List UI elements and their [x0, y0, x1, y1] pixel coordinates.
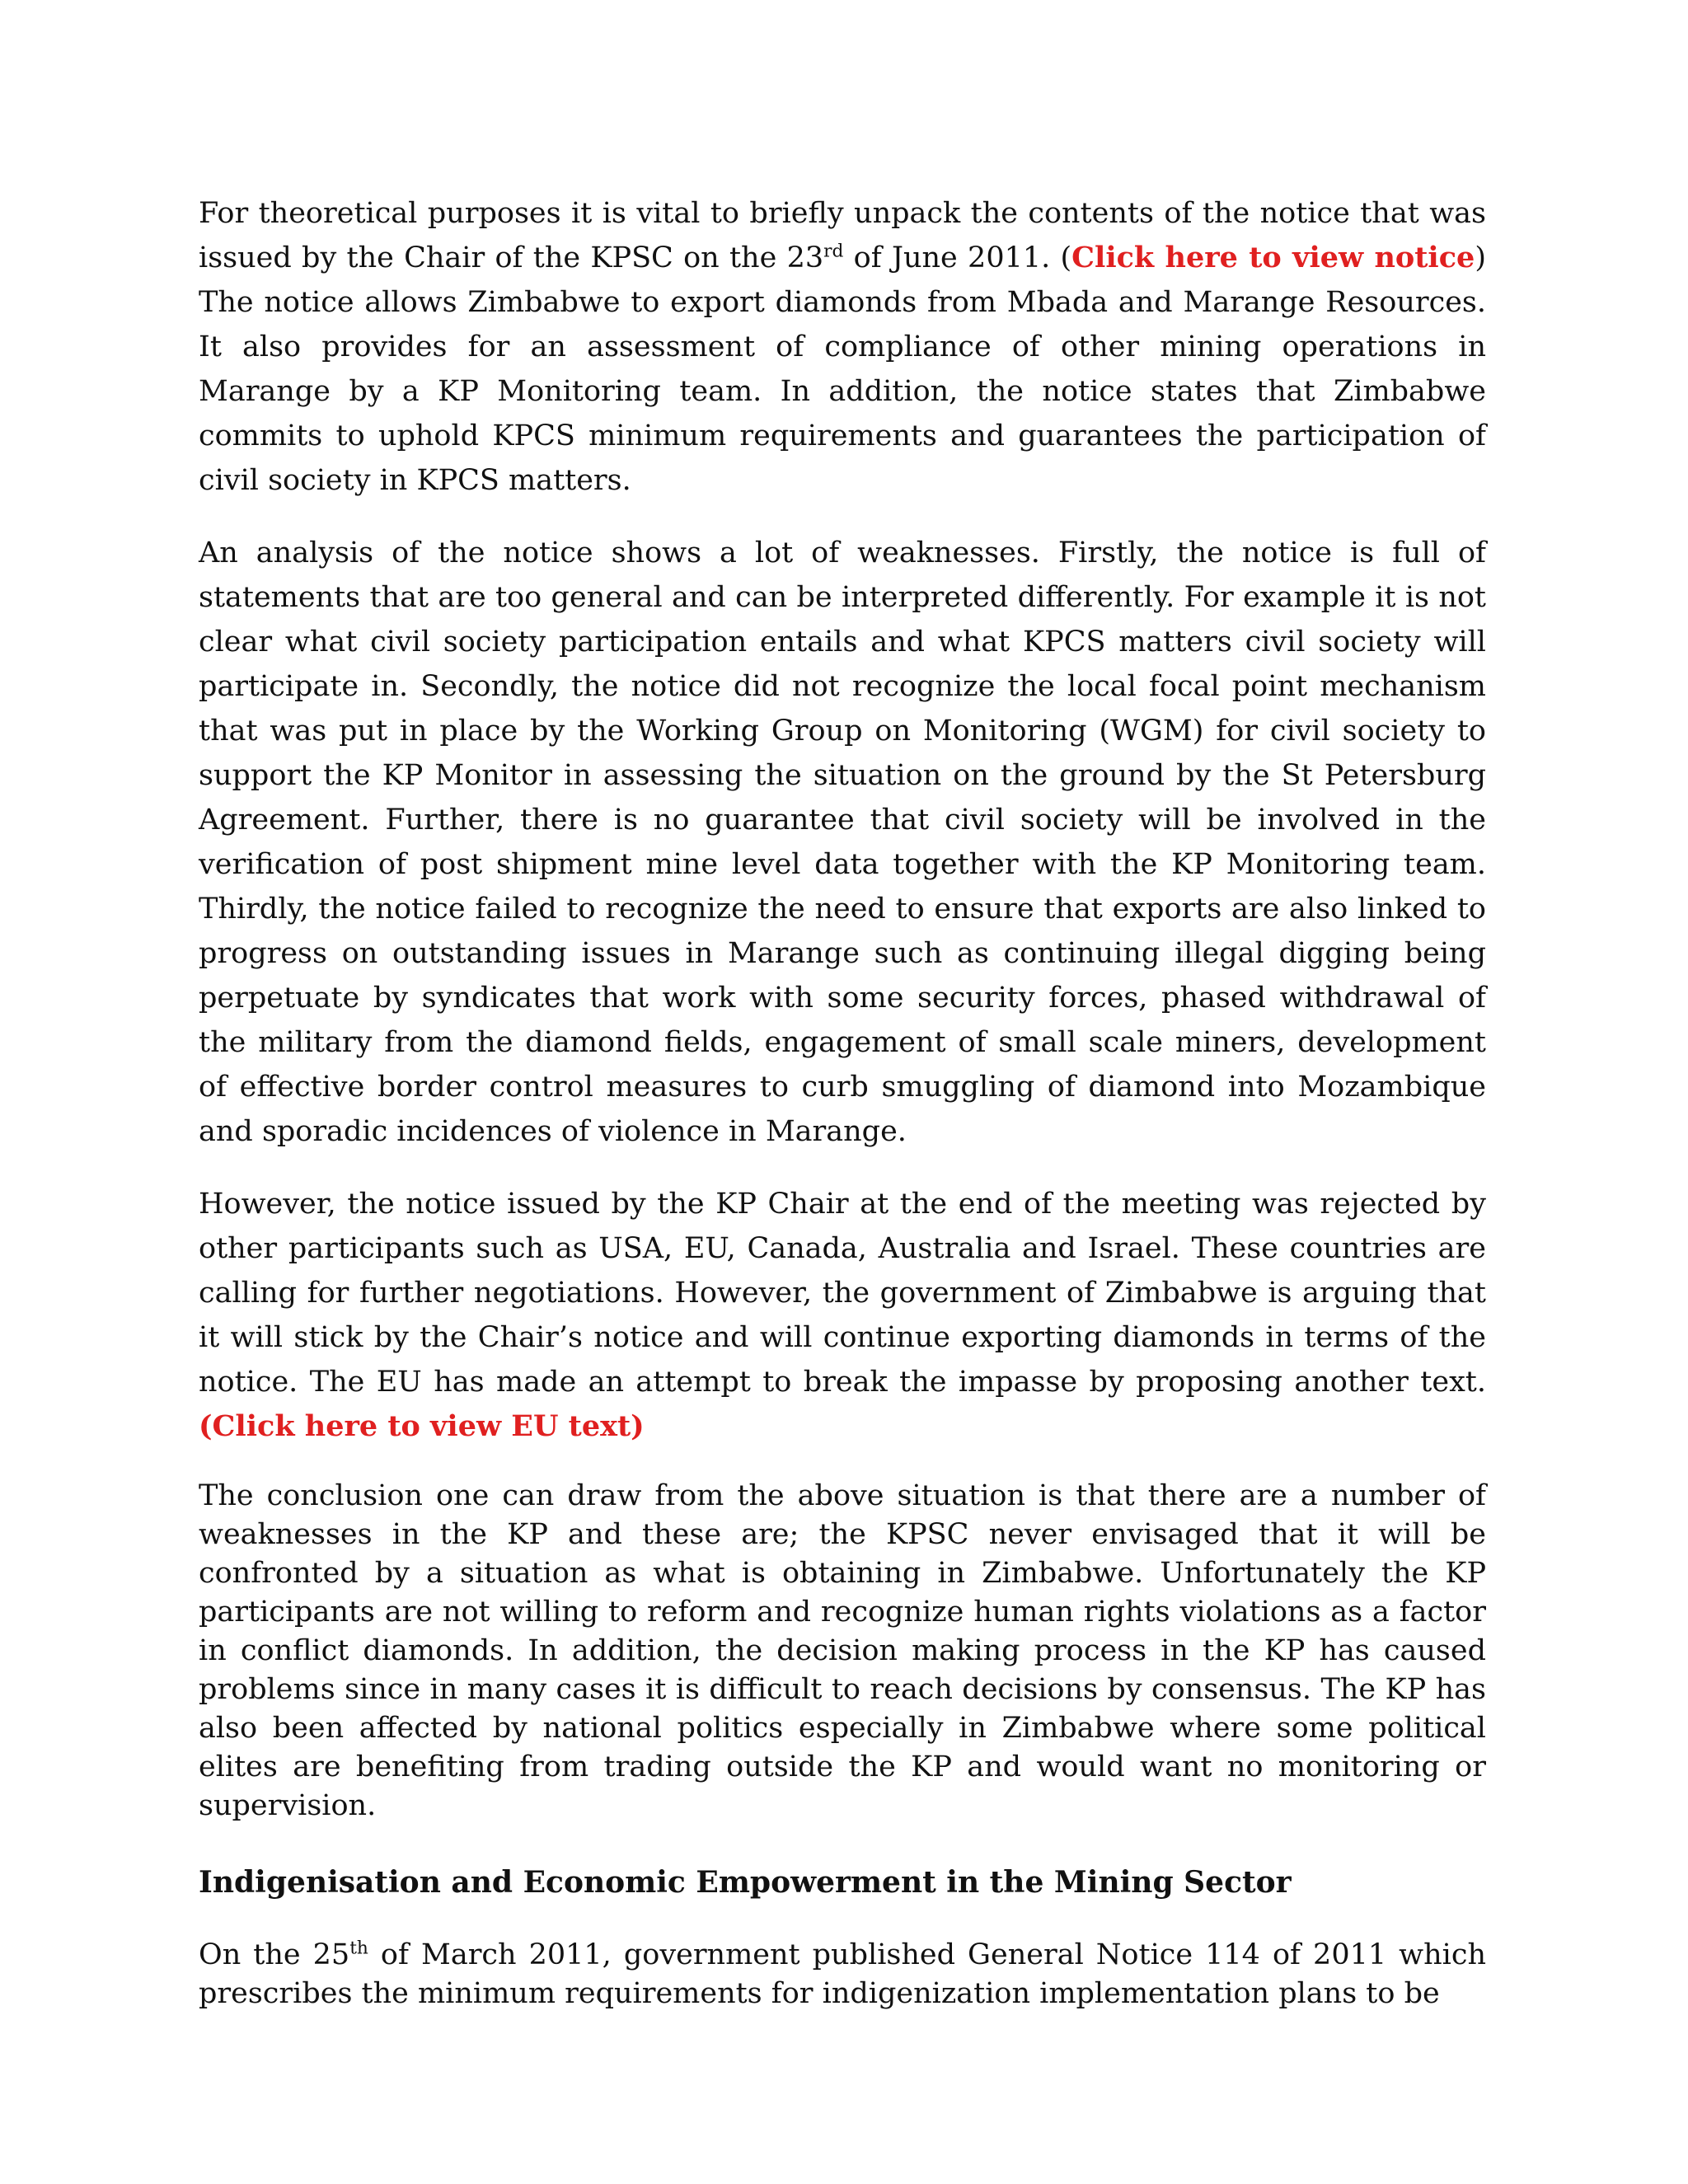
paragraph-general-notice [199, 1936, 1486, 2013]
paragraph-text: The conclusion one can draw from the above situation is that there are a number of weaknesses in the KP and these are; the KPSC never envisaged that it will be confronted by a situation as what is obtaining in Zimbabwe. Unfortunately the KP participants are not willing to reform and recognize human rights violations as a factor in conflict diamonds. In addition, the decision making process in the KP has caused problems since in many cases it is difficult to reach decisions by consensus. The KP has also been affected by national politics especially in Zimbabwe where some political elites are benefiting from trading outside the KP and would want no monitoring or supervision. [199, 1479, 1486, 1822]
document-page [199, 191, 1486, 2051]
paragraph-text: ) The notice allows Zimbabwe to export diamonds from Mbada and Marange Resources. It also provides for an assessment of compliance of other mining operations in Marange by a KP Monitoring team. In addition, the notice states that Zimbabwe commits to uphold KPCS minimum requirements and guarantees the participation of civil society in KPCS matters. [199, 241, 1486, 497]
paragraph-text: On the 25 [199, 1938, 350, 1971]
paragraph-rejection [199, 1182, 1486, 1449]
superscript: th [349, 1938, 368, 1959]
paragraph-text: An analysis of the notice shows a lot of weaknesses. Firstly, the notice is full of statements that are too general and can be interpreted differently. For example it is not clear what civil society participation entails and what KPCS matters civil society will participate in. Secondly, the notice did not recognize the local focal point mechanism that was put in place by the Working Group on Monitoring (WGM) for civil society to support the KP Monitor in assessing the situation on the ground by the St Petersburg Agreement. Further, there is no guarantee that civil society will be involved in the verification of post shipment mine level data together with the KP Monitoring team. Thirdly, the notice failed to recognize the need to ensure that exports are also linked to progress on outstanding issues in Marange such as continuing illegal digging being perpetuate by syndicates that work with some security forces, phased withdrawal of the military from the diamond fields, engagement of small scale miners, development of effective border control measures to curb smuggling of diamond into Mozambique and sporadic incidences of violence in Marange. [199, 537, 1486, 1148]
paragraph-text: of June 2011. ( [843, 241, 1072, 274]
paragraph-text: However, the notice issued by the KP Chair at the end of the meeting was rejected by other participants such as USA, EU, Canada, Australia and Israel. These countries are calling for further negotiations. However, the government of Zimbabwe is arguing that it will stick by the Chair’s notice and will continue exporting diamonds in terms of the notice. The EU has made an attempt to break the impasse by proposing another text. [199, 1188, 1486, 1399]
view-eu-text-link[interactable]: (Click here to view EU text) [199, 1409, 645, 1443]
paragraph-text: of March 2011, government published General Notice 114 of 2011 which prescribes the minimum requirements for indigenization implementation plans to be [199, 1938, 1487, 2010]
superscript: rd [823, 241, 844, 262]
paragraph-analysis [199, 531, 1486, 1154]
paragraph-conclusion [199, 1477, 1486, 1825]
view-notice-link[interactable]: Click here to view notice [1071, 241, 1475, 274]
paragraph-text: For theoretical purposes it is vital to briefly unpack the contents of the notice that was issued by the Chair of the KPSC on the 23 [199, 197, 1486, 274]
section-heading: Indigenisation and Economic Empowerment in the Mining Sector [199, 1865, 1292, 1900]
paragraph-notice-contents [199, 191, 1486, 503]
